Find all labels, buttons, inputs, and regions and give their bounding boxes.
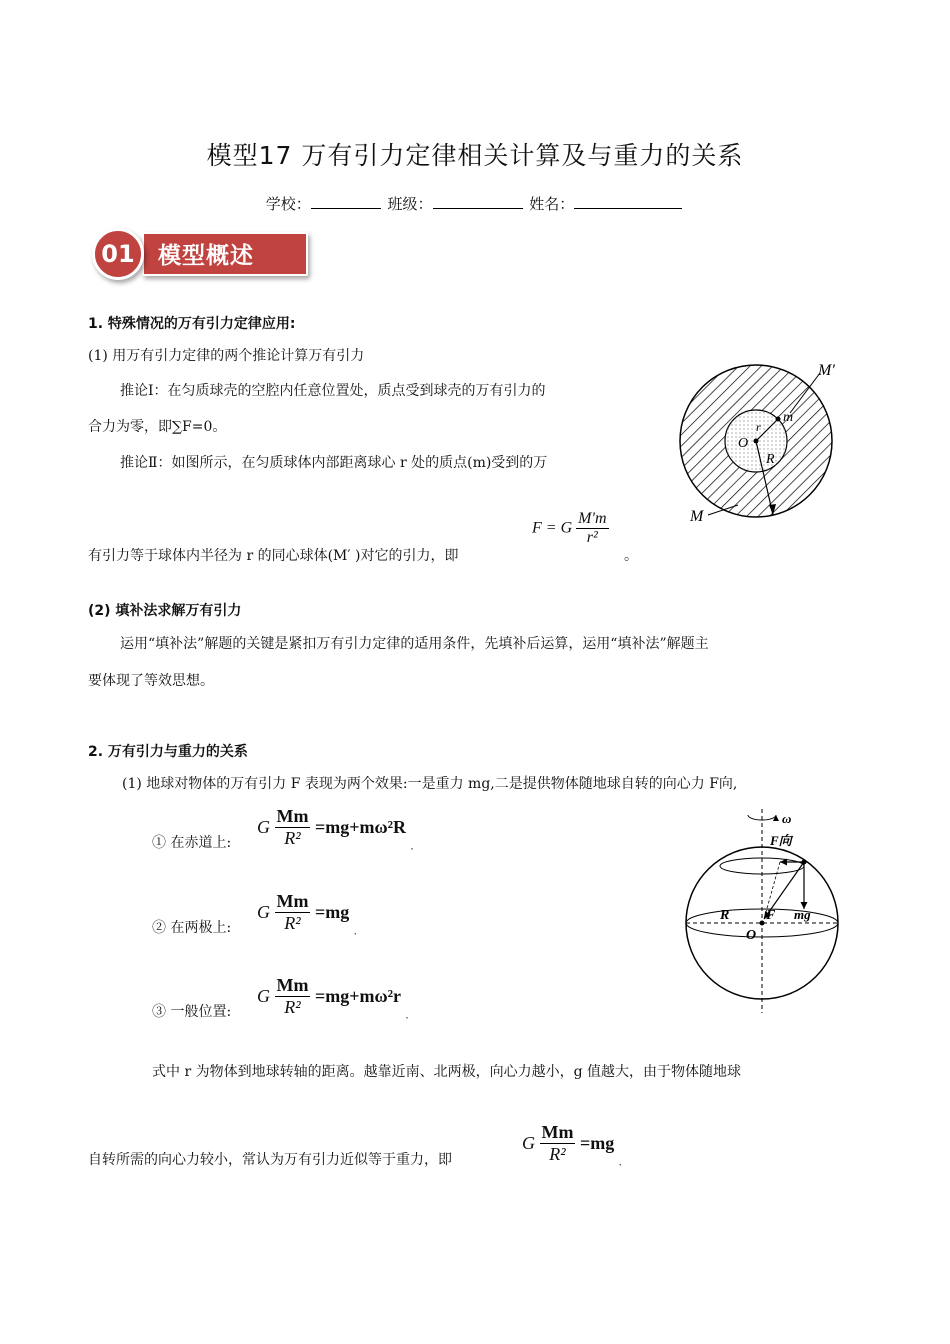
eq2-numerator: Mm bbox=[276, 891, 309, 911]
equation-general bbox=[257, 975, 409, 1023]
inference1-line1: 推论Ⅰ：在匀质球壳的空腔内任意位置处，质点受到球壳的万有引力的 bbox=[120, 383, 546, 399]
eq3-denominator: R² bbox=[284, 997, 301, 1017]
eq4-G: G bbox=[522, 1133, 535, 1153]
eq1-dot: . bbox=[410, 838, 414, 853]
eq4-denominator: R² bbox=[549, 1144, 566, 1164]
inference2-end: 。 bbox=[624, 548, 638, 564]
eq1-label: ① 在赤道上: bbox=[152, 835, 232, 851]
section-header bbox=[92, 228, 314, 280]
school-blank[interactable] bbox=[311, 194, 381, 209]
eq1-rhs: =mg+mω²R bbox=[314, 817, 407, 837]
eq1-numerator: Mm bbox=[276, 806, 309, 826]
eq3-fraction bbox=[275, 975, 311, 1018]
inference2-line1: 推论Ⅱ：如图所示，在匀质球体内部距离球心 r 处的质点(m)受到的万 bbox=[120, 455, 548, 471]
name-label: 姓名： bbox=[529, 195, 575, 213]
class-label: 班级： bbox=[387, 195, 433, 213]
label-F-xiang: F向 bbox=[770, 833, 792, 848]
equation-approx bbox=[522, 1122, 622, 1170]
label-O-earth: O bbox=[746, 928, 757, 943]
label-M-prime: M′ bbox=[818, 362, 835, 379]
fill-method-line1: 运用“填补法”解题的关键是紧扣万有引力定律的适用条件，先填补后运算，运用“填补法”解题主 bbox=[120, 636, 709, 652]
eq2-denominator: R² bbox=[284, 913, 301, 933]
label-mg: mg bbox=[794, 907, 811, 922]
equation-poles bbox=[257, 891, 357, 939]
eq1-denominator: R² bbox=[284, 828, 301, 848]
eq2-label: ② 在两极上: bbox=[152, 920, 232, 936]
label-R: R bbox=[766, 452, 775, 467]
eq4-fraction bbox=[540, 1122, 576, 1165]
eq2-dot: . bbox=[353, 923, 357, 938]
note-line1: 式中 r 为物体到地球转轴的距离。越靠近南、北两极，向心力越小，g 值越大，由于物体随地球 bbox=[152, 1064, 742, 1080]
class-blank[interactable] bbox=[433, 194, 523, 209]
eq2-G: G bbox=[257, 902, 270, 922]
note-line2: 自转所需的向心力较小，常认为万有引力近似等于重力，即 bbox=[88, 1152, 452, 1168]
label-R-earth: R bbox=[720, 908, 730, 923]
eq4-dot: . bbox=[618, 1154, 622, 1169]
eq1-G: G bbox=[257, 817, 270, 837]
label-M: M bbox=[690, 508, 704, 525]
eq2-fraction bbox=[275, 891, 311, 934]
formula-denominator: r² bbox=[586, 529, 598, 546]
shell-diagram bbox=[670, 355, 860, 535]
section-label: 模型概述 bbox=[158, 243, 254, 269]
eq2-rhs: =mg bbox=[314, 902, 350, 922]
part1-sub1: (1) 用万有引力定律的两个推论计算万有引力 bbox=[88, 348, 365, 364]
label-F: F bbox=[766, 908, 776, 923]
school-label: 学校： bbox=[265, 195, 311, 213]
eq3-numerator: Mm bbox=[276, 975, 309, 995]
label-omega: ω bbox=[782, 811, 792, 826]
eq1-fraction bbox=[275, 806, 311, 849]
label-m: m bbox=[783, 410, 794, 425]
eq4-rhs: =mg bbox=[579, 1133, 615, 1153]
inference2-line2: 有引力等于球体内半径为 r 的同心球体(M′ )对它的引力，即 bbox=[88, 548, 459, 564]
eq3-dot: . bbox=[405, 1007, 409, 1022]
formula-lhs: F = G bbox=[532, 519, 573, 537]
formula-numerator: M′m bbox=[578, 510, 607, 527]
part1-heading: 1. 特殊情况的万有引力定律应用: bbox=[88, 316, 296, 332]
eq3-rhs: =mg+mω²r bbox=[314, 986, 402, 1006]
inference1-line2: 合力为零，即∑F=0。 bbox=[88, 419, 227, 435]
part2-heading: 2. 万有引力与重力的关系 bbox=[88, 744, 248, 760]
page-title: 模型17 万有引力定律相关计算及与重力的关系 bbox=[206, 141, 744, 170]
student-info-line bbox=[0, 193, 950, 214]
formula-fraction bbox=[576, 510, 608, 547]
label-r: r bbox=[756, 420, 761, 434]
label-O: O bbox=[738, 436, 749, 451]
name-blank[interactable] bbox=[574, 194, 682, 209]
part2-line1: (1) 地球对物体的万有引力 F 表现为两个效果:一是重力 mg,二是提供物体随地球自转的向心力 F向, bbox=[122, 776, 738, 792]
part1-sub2: (2) 填补法求解万有引力 bbox=[88, 603, 242, 619]
formula-inner-sphere bbox=[532, 510, 609, 547]
earth-diagram bbox=[676, 805, 852, 1017]
eq3-G: G bbox=[257, 986, 270, 1006]
equation-equator bbox=[257, 806, 414, 854]
eq4-numerator: Mm bbox=[541, 1122, 574, 1142]
fill-method-line2: 要体现了等效思想。 bbox=[88, 673, 214, 689]
section-number: 01 bbox=[92, 228, 144, 280]
eq3-label: ③ 一般位置: bbox=[152, 1004, 232, 1020]
section-label-bar bbox=[142, 232, 308, 276]
